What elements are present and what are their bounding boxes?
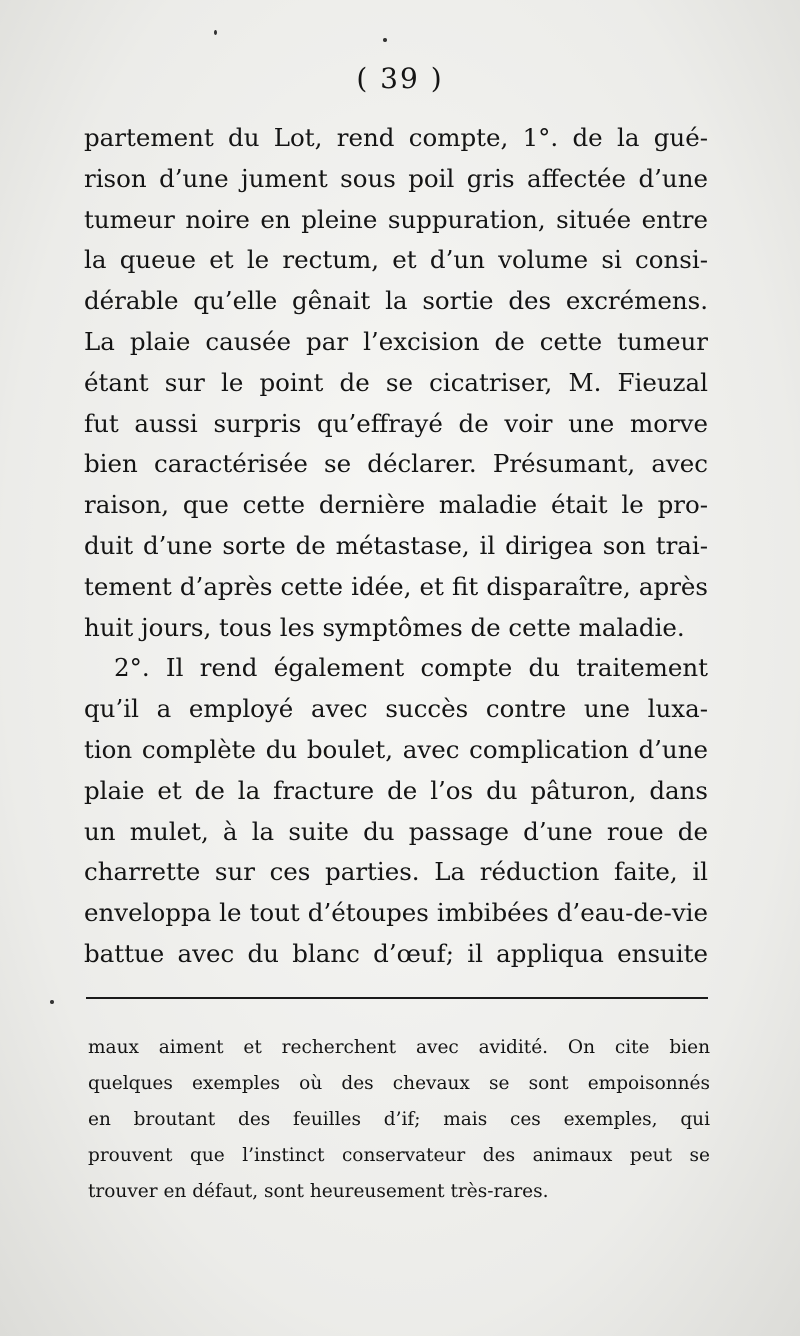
- text-line: battue avec du blanc d’œuf; il appliqua ensuite: [84, 938, 708, 968]
- text-line: tumeur noire en pleine suppuration, située entre: [84, 204, 708, 234]
- footnote-line: quelques exemples où des chevaux se sont empoisonnés: [88, 1073, 710, 1094]
- text-line: un mulet, à la suite du passage d’une roue de: [84, 816, 708, 846]
- footnote: [88, 1030, 710, 1210]
- text-line: la queue et le rectum, et d’un volume si consi-: [84, 245, 708, 275]
- text-line: duit d’une sorte de métastase, il dirigea son trai-: [84, 530, 708, 560]
- page-number: ( 39 ): [356, 62, 444, 95]
- text-line: 2°. Il rend également compte du traitement: [114, 653, 708, 683]
- footnote-line: en broutant des feuilles d’if; mais ces exemples, qui: [88, 1109, 710, 1130]
- footnote-line: trouver en défaut, sont heureusement très-rares.: [88, 1181, 549, 1202]
- text-line: partement du Lot, rend compte, 1°. de la gué-: [84, 123, 708, 152]
- text-line: plaie et de la fracture de l’os du pâturon, dans: [84, 775, 708, 805]
- footnote-line: maux aiment et recherchent avec avidité. On cite bien: [88, 1037, 710, 1058]
- text-line: bien caractérisée se déclarer. Présumant, avec: [84, 449, 708, 479]
- text-line: huit jours, tous les symptômes de cette maladie.: [84, 612, 685, 642]
- main-text: [84, 118, 708, 975]
- text-line: qu’il a employé avec succès contre une luxa-: [84, 694, 708, 724]
- text-line: rison d’une jument sous poil gris affectée d’une: [84, 163, 708, 193]
- text-line: fut aussi surpris qu’effrayé de voir une morve: [84, 408, 708, 438]
- text-line: La plaie causée par l’excision de cette tumeur: [84, 326, 708, 356]
- ink-speck: [383, 38, 387, 42]
- text-line: tion complète du boulet, avec complication d’une: [84, 734, 708, 764]
- text-line: charrette sur ces parties. La réduction faite, il: [84, 857, 708, 887]
- text-line: tement d’après cette idée, et fit disparaître, après: [84, 571, 708, 601]
- footnote-line: prouvent que l’instinct conservateur des animaux peut se: [88, 1145, 710, 1166]
- text-line: raison, que cette dernière maladie était le pro-: [84, 490, 708, 520]
- text-line: étant sur le point de se cicatriser, M. Fieuzal: [84, 367, 708, 397]
- text-line: enveloppa le tout d’étoupes imbibées d’eau-de-vie: [84, 898, 708, 928]
- text-line: dérable qu’elle gênait la sortie des excrémens.: [84, 286, 708, 316]
- footnote-rule: [86, 997, 708, 999]
- ink-speck: [214, 30, 217, 35]
- ink-speck: [50, 1000, 54, 1004]
